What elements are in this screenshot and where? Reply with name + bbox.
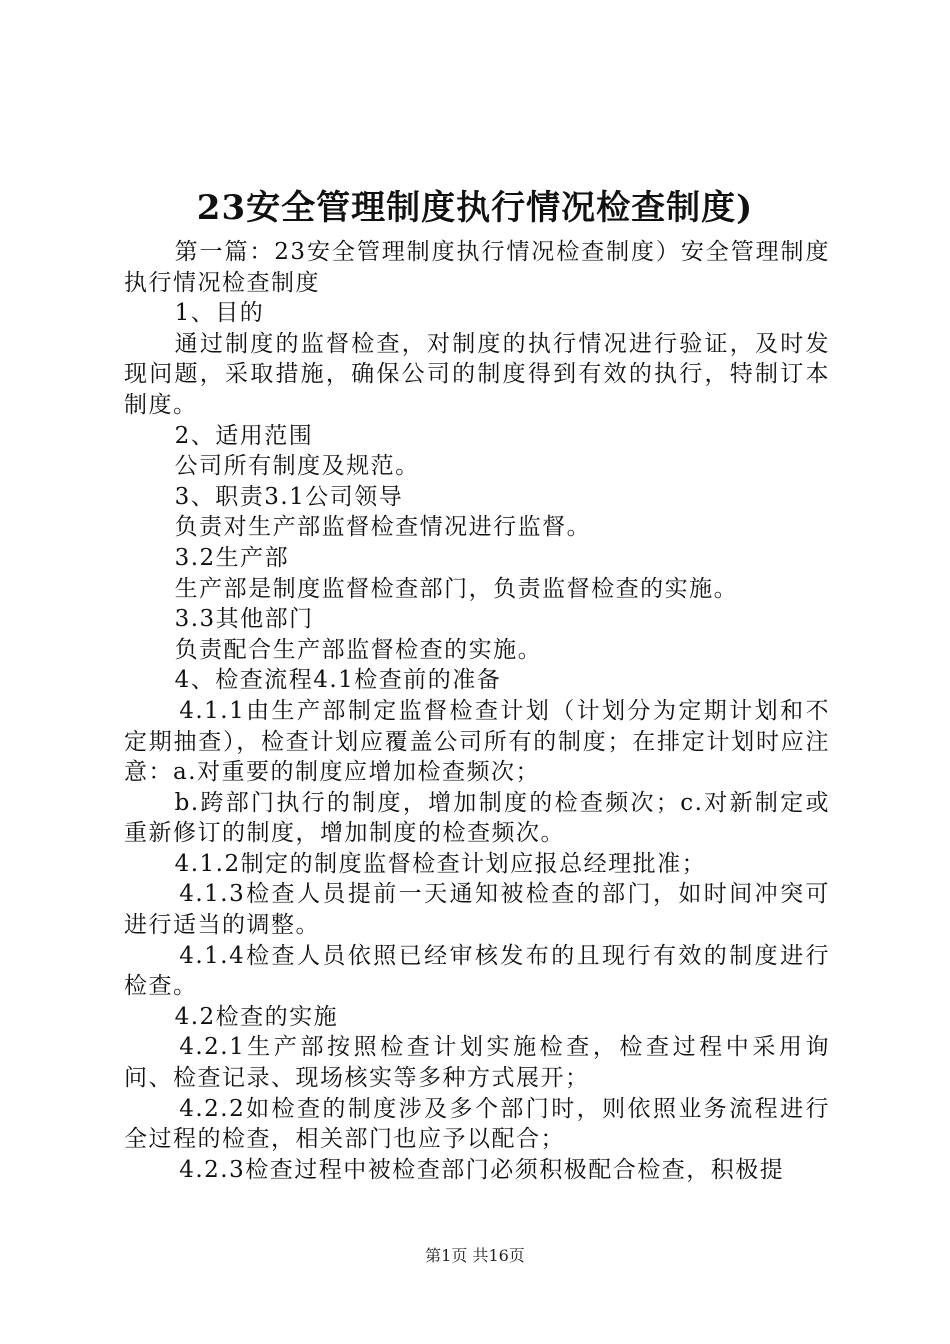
paragraph-purpose: 通过制度的监督检查，对制度的执行情况进行验证，及时发现问题，采取措施，确保公司的制度得到有效的执行，特制订本制度。	[124, 330, 830, 418]
paragraph-4-1-1-continued: b.跨部门执行的制度，增加制度的检查频次；c.对新制定或重新修订的制度，增加制度的检查频次。	[124, 789, 830, 847]
paragraph-section-3-3-heading: 3.3其他部门	[174, 606, 314, 633]
paragraph-leadership-duty: 负责对生产部监督检查情况进行监督。	[174, 514, 592, 541]
paragraph-section-3-heading: 3、职责3.1公司领导	[174, 483, 404, 510]
paragraph-intro: 第一篇：23安全管理制度执行情况检查制度）安全管理制度执行情况检查制度	[124, 239, 830, 296]
paragraph-4-1-4: 4.1.4检查人员依照已经审核发布的且现行有效的制度进行检查。	[124, 942, 830, 1000]
paragraph-4-2-1: 4.2.1生产部按照检查计划实施检查，检查过程中采用询问、检查记录、现场核实等多种方式展开；	[124, 1034, 830, 1092]
paragraph-scope: 公司所有制度及规范。	[174, 453, 420, 480]
paragraph-4-2-3: 4.2.3检查过程中被检查部门必须积极配合检查，积极提	[179, 1156, 785, 1183]
paragraph-production-duty: 生产部是制度监督检查部门，负责监督检查的实施。	[174, 575, 739, 602]
paragraph-section-4-heading: 4、检查流程4.1检查前的准备	[174, 667, 502, 694]
paragraph-4-2-2: 4.2.2如检查的制度涉及多个部门时，则依照业务流程进行全过程的检查，相关部门也应予以配合；	[124, 1095, 830, 1153]
page-number-footer: 第1页 共16页	[425, 1246, 525, 1265]
paragraph-section-4-2-heading: 4.2检查的实施	[174, 1003, 339, 1030]
paragraph-4-1-3: 4.1.3检查人员提前一天通知被检查的部门，如时间冲突可进行适当的调整。	[124, 881, 830, 939]
paragraph-4-1-2: 4.1.2制定的制度监督检查计划应报总经理批准；	[174, 850, 707, 877]
paragraph-section-1-heading: 1、目的	[174, 300, 265, 327]
document-body	[124, 237, 830, 1185]
paragraph-other-duty: 负责配合生产部监督检查的实施。	[174, 636, 543, 663]
paragraph-4-1-1: 4.1.1由生产部制定监督检查计划（计划分为定期计划和不定期抽查），检查计划应覆盖公司所有的制度；在排定计划时应注意：a.对重要的制度应增加检查频次；	[124, 697, 830, 786]
paragraph-section-3-2-heading: 3.2生产部	[174, 544, 290, 571]
paragraph-section-2-heading: 2、适用范围	[174, 422, 314, 449]
document-title: 23安全管理制度执行情况检查制度)	[196, 188, 754, 228]
